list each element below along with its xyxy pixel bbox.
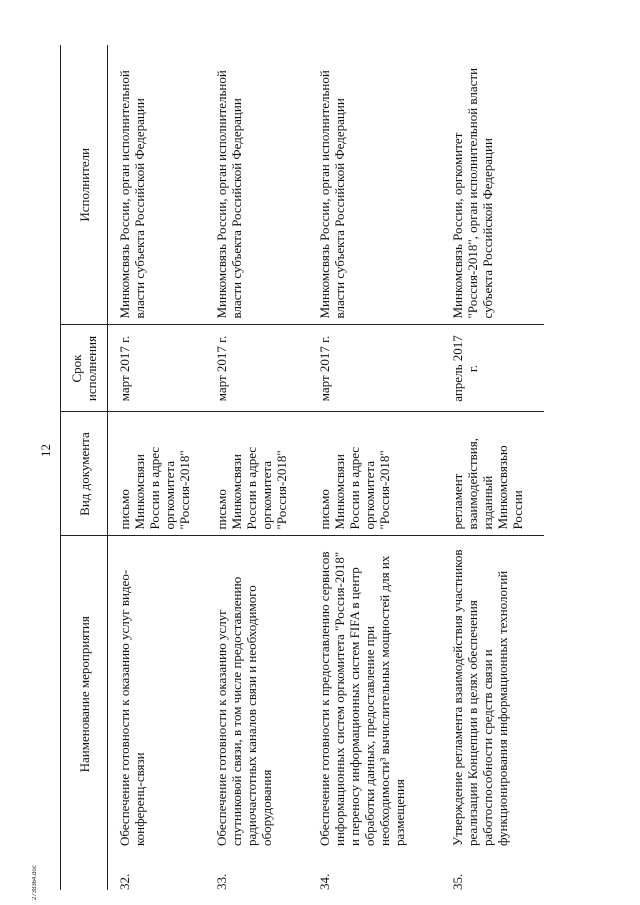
row-term: март 2017 г. — [308, 325, 441, 412]
page-number: 12 — [38, 444, 53, 457]
row-measure-name: Обеспечение готовности к оказанию услуг видео-конференц-связи — [108, 536, 206, 852]
table-row — [205, 45, 308, 890]
measures-table — [60, 45, 544, 890]
row-term: март 2017 г. — [205, 325, 308, 412]
table-header — [61, 45, 108, 890]
rotated-table-container — [60, 45, 525, 890]
row-number: 35. — [450, 873, 465, 890]
row-doc-type: письмо Минкомсвязи России в адрес оргкомитета "Россия-2018" — [108, 412, 206, 536]
row-term: апрель 2017 г. — [441, 325, 544, 412]
row-number: 32. — [117, 873, 132, 890]
header-num — [61, 852, 108, 890]
row-number: 34. — [317, 873, 332, 890]
row-number: 33. — [214, 873, 229, 890]
row-term: март 2017 г. — [108, 325, 206, 412]
row-measure-name: Обеспечение готовности к предоставлению сервисов информационных систем оргкомитета "Россия-2018" и переносу информационных систем FIFA в центр обработки данных, предоставление при необходимости³ вычислительных мощностей для их размещения — [308, 536, 441, 852]
row-doc-type: письмо Минкомсвязи России в адрес оргкомитета "Россия-2018" — [308, 412, 441, 536]
header-doc-type: Вид документа — [61, 412, 108, 536]
table-row — [308, 45, 441, 890]
row-measure-name: Утверждение регламента взаимодействия участников реализации Концепции в целях обеспечения работоспособности средств связи и функционирования информационных технологий — [441, 536, 544, 852]
row-doc-type: письмо Минкомсвязи России в адрес оргкомитета "Россия-2018" — [205, 412, 308, 536]
row-measure-name: Обеспечение готовности к оказанию услуг спутниковой связи, в том числе предоставлению радиочастотных каналов связи и необходимого оборудования — [205, 536, 308, 852]
row-executors: Минкомсвязь России, орган исполнительной власти субъекта Российской Федерации — [214, 70, 244, 319]
row-executors: Минкомсвязь России, орган исполнительной власти субъекта Российской Федерации — [117, 70, 147, 319]
header-executors: Исполнители — [61, 45, 108, 325]
table-row — [441, 45, 544, 890]
header-name: Наименование мероприятия — [61, 536, 108, 852]
row-executors: Минкомсвязь России, орган исполнительной власти субъекта Российской Федерации — [317, 70, 347, 319]
document-code: 2738364.doc — [32, 865, 38, 900]
header-term: Срок исполнения — [61, 325, 108, 412]
row-doc-type: регламент взаимодействия, изданный Минкомсвязью России — [441, 412, 544, 536]
row-executors: Минкомсвязь России, оргкомитет "Россия-2018", орган исполнительной власти субъекта Российской Федерации — [450, 67, 495, 319]
table-row — [108, 45, 206, 890]
